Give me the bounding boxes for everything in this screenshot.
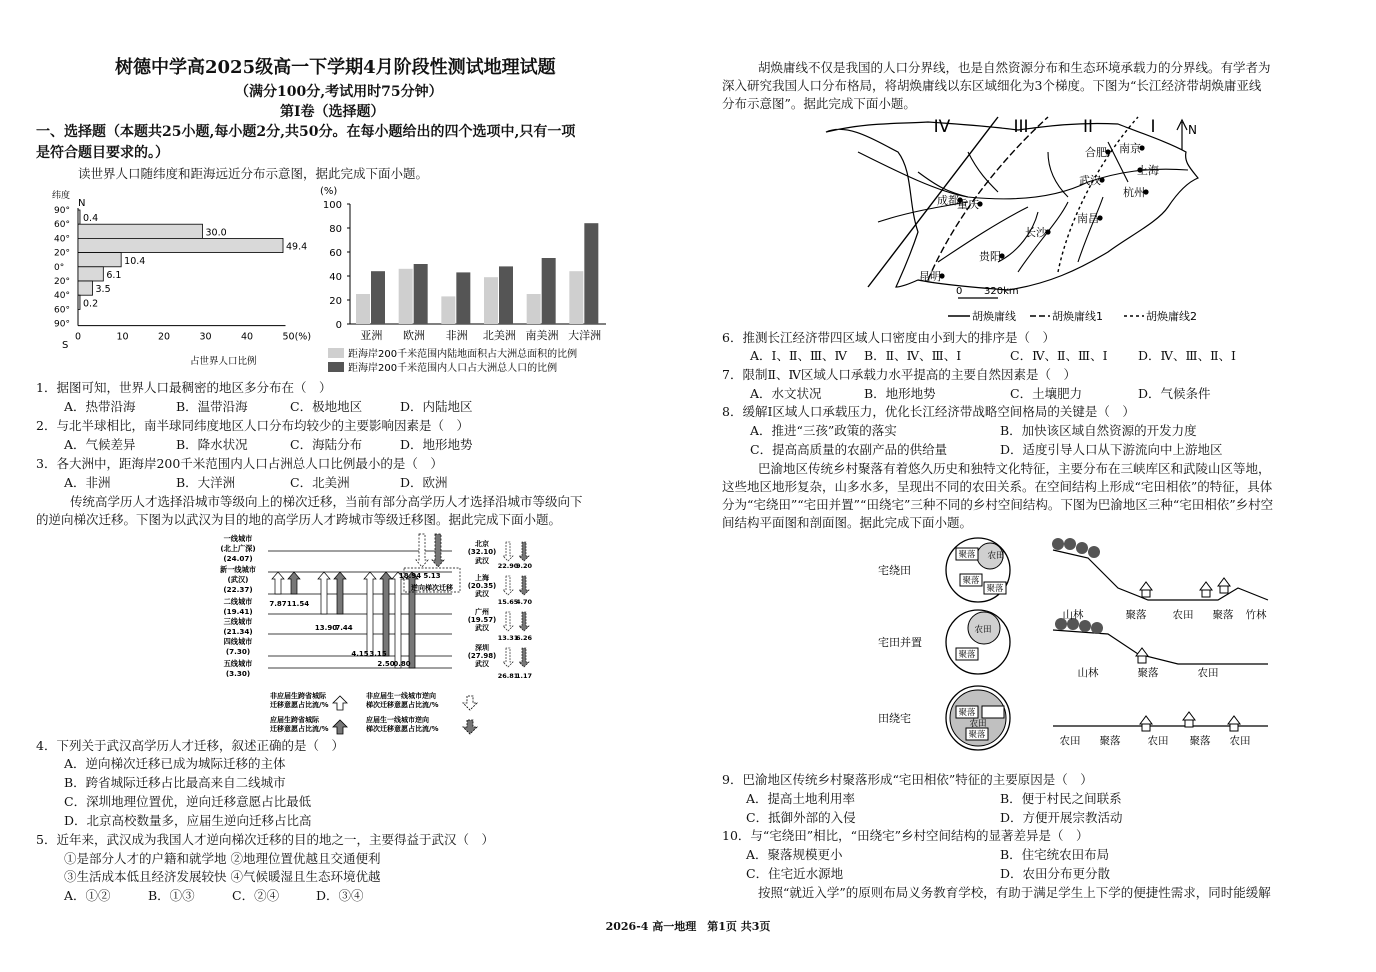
- tree-icon: [1088, 546, 1100, 558]
- migration-level-label: (24.07): [223, 554, 253, 563]
- migration-city-value: 15.65: [497, 598, 519, 606]
- q4-stem: 4．下列关于武汉高学历人才迁移，叙述正确的是（ ）: [36, 738, 344, 753]
- q3-option-a[interactable]: A．非洲: [64, 475, 111, 490]
- migration-city-label: (27.98): [467, 652, 497, 660]
- map-zone-label: II: [1082, 117, 1094, 137]
- lat-tick-label: 90°: [54, 206, 70, 216]
- migration-up-arrow: [272, 572, 284, 594]
- cont-legend-label: 距海岸200千米范围内人口占大洲总人口的比例: [348, 363, 558, 374]
- profile-label: 山林: [1062, 609, 1084, 621]
- migration-city-label: 武汉: [475, 557, 489, 565]
- cont-bar: [399, 269, 413, 324]
- migration-value: 11.54: [286, 600, 310, 608]
- intro-3c: 分布示意图”。据此完成下面小题。: [722, 96, 916, 111]
- migration-level-label: 五线城市: [223, 659, 253, 668]
- lat-bar: [78, 238, 283, 252]
- tree-icon: [1091, 622, 1103, 634]
- map-city-label: 武汉: [1079, 174, 1101, 187]
- migration-city-value: 6.26: [515, 634, 533, 642]
- q5-items-2: ③生活成本低且经济发展较快 ④气候暖湿且生态环境优越: [64, 869, 381, 884]
- q9-option-d[interactable]: D．方便开展宗教活动: [1000, 810, 1123, 825]
- migration-city-label: (32.10): [467, 548, 497, 556]
- q2-option-d[interactable]: D．地形地势: [400, 437, 473, 452]
- q7-option-c[interactable]: C．土壤肥力: [1010, 386, 1083, 401]
- house-body: [1142, 590, 1150, 597]
- village-inner-label: 农田: [974, 625, 992, 635]
- profile-label: 聚落: [1212, 609, 1234, 621]
- migration-value: 7.44: [335, 624, 353, 632]
- migration-value: 3.15: [369, 650, 387, 658]
- migration-legend-text: 迁移意愿占比流/%: [270, 701, 329, 709]
- house-icon: [1140, 716, 1152, 724]
- q4-option-d[interactable]: D．北京高校数量多，应届生逆向迁移占比高: [64, 813, 312, 828]
- q10-option-b[interactable]: B．住宅统农田布局: [1000, 847, 1110, 862]
- cont-bar: [356, 294, 370, 324]
- migration-up-arrow: [288, 572, 300, 594]
- cont-y-tick-label: 80: [329, 224, 342, 235]
- lat-tick-label: 60°: [54, 305, 70, 316]
- house-body: [1202, 590, 1210, 597]
- lat-x-label: 占世界人口比例: [190, 356, 257, 367]
- migration-city-value: 26.81: [497, 672, 519, 680]
- village-inner-label: 农田: [969, 719, 987, 729]
- house-body: [1230, 724, 1238, 731]
- migration-level-label: 三线城市: [223, 617, 253, 626]
- migration-legend-text: 应届生一线城市逆向: [366, 716, 429, 724]
- q10-option-d[interactable]: D．农田分布更分散: [1000, 866, 1111, 881]
- cont-bar: [371, 271, 385, 324]
- profile-label: 农田: [1197, 667, 1219, 679]
- lat-bar-label: 49.4: [286, 241, 308, 253]
- migration-value: 13.90: [314, 624, 338, 632]
- migration-city-label: 深圳: [475, 644, 489, 652]
- map-city-label: 南昌: [1077, 212, 1099, 225]
- migration-value: 2.50: [377, 660, 395, 668]
- map-city-label: 重庆: [957, 198, 979, 211]
- house-icon: [1183, 712, 1195, 720]
- migration-up-arrow: [318, 572, 330, 614]
- q1-stem: 1．据图可知，世界人口最稠密的地区多分布在（ ）: [36, 380, 332, 395]
- intro-4a: 巴渝地区传统乡村聚落有着悠久历史和独特文化特征，主要分布在三峡库区和武陵山区等地，: [758, 461, 1271, 476]
- q9-option-a[interactable]: A．提高土地利用率: [746, 791, 856, 806]
- q1-option-c[interactable]: C．极地地区: [290, 399, 363, 414]
- intro-2b: 的逆向梯次迁移。下图为以武汉为目的地的高学历人才跨城市等级迁移图。据此完成下面小题。: [36, 512, 562, 527]
- profile-2: [1053, 630, 1268, 664]
- map-zone-label: III: [1013, 117, 1029, 137]
- lat-x-tick: 30: [199, 331, 212, 343]
- migration-legend-text: 应届生跨省城际: [270, 716, 319, 724]
- migration-city-label: 上海: [475, 574, 489, 582]
- cont-bar: [456, 272, 470, 324]
- cont-y-tick-label: 40: [329, 272, 342, 283]
- q7-stem: 7．限制Ⅱ、Ⅳ区域人口承载力水平提高的主要自然因素是（ ）: [722, 367, 1076, 382]
- profile-label: 聚落: [1099, 735, 1121, 747]
- reverse-label: 逆向梯次迁移: [411, 584, 453, 592]
- migration-level-label: (3.30): [225, 669, 251, 678]
- migration-city-value: 9.20: [515, 562, 533, 570]
- lat-x-tick: 10: [116, 331, 129, 343]
- q1-option-a[interactable]: A．热带沿海: [64, 399, 136, 414]
- profile-label: 聚落: [1189, 735, 1211, 747]
- q3-option-b[interactable]: B．大洋洲: [176, 475, 236, 490]
- q8-option-c[interactable]: C．提高高质量的农副产品的供给量: [750, 442, 948, 457]
- lat-tick-label: 20°: [54, 248, 70, 259]
- migration-city-label: (19.57): [467, 616, 497, 624]
- q8-option-a[interactable]: A．推进“三孩”政策的落实: [750, 423, 897, 438]
- scale-zero: 0: [956, 286, 963, 297]
- q2-stem: 2．与北半球相比，南半球同纬度地区人口分布均较少的主要影响因素是（ ）: [36, 418, 469, 433]
- q5-option-a[interactable]: A．①②: [64, 888, 111, 903]
- q5-stem: 5．近年来，武汉成为我国人才逆向梯次迁移的目的地之一，主要得益于武汉（ ）: [36, 832, 494, 847]
- map-city-label: 昆明: [919, 270, 941, 283]
- cont-bar: [414, 264, 428, 324]
- q10-option-a[interactable]: A．聚落规模更小: [746, 847, 843, 862]
- migration-level-label: (北上广深): [220, 544, 256, 553]
- migration-value: 5.13: [423, 572, 441, 580]
- lat-bar-label: 3.5: [95, 284, 111, 296]
- map-legend: 胡焕庸线: [972, 310, 1016, 323]
- migration-value: 7.87: [269, 600, 287, 608]
- lat-tick-label: 0°: [54, 262, 65, 273]
- section-heading: 一、选择题（本题共25小题,每小题2分,共50分。在每小题给出的四个选项中,只有一项: [36, 124, 576, 140]
- q3-option-d[interactable]: D．欧洲: [400, 475, 448, 490]
- migration-city-label: 武汉: [475, 590, 489, 598]
- q5-option-c[interactable]: C．②④: [232, 888, 280, 903]
- settlement-box: [982, 706, 1004, 718]
- scale-label: 320km: [984, 286, 1019, 297]
- profile-label: 农田: [1147, 735, 1169, 747]
- lat-x-tick: 0: [75, 331, 82, 343]
- migration-up-arrow: [392, 572, 404, 668]
- intro-1: 读世界人口随纬度和距海远近分布示意图，据此完成下面小题。: [78, 166, 429, 181]
- cont-category-label: 欧洲: [403, 329, 425, 342]
- lat-tick-label: 20°: [54, 277, 70, 287]
- migration-city-label: 北京: [475, 540, 489, 548]
- village-inner-label: 聚落: [958, 550, 976, 560]
- legend-arrow: [333, 720, 347, 734]
- village-inner-label: 农田: [987, 551, 1005, 561]
- profile-label: 农田: [1172, 609, 1194, 621]
- lat-bar: [78, 295, 80, 309]
- intro-4c: 分为“宅绕田”“宅田并置”“田绕宅”三种不同的乡村空间结构。下图为巴渝地区三种“宅田相依”乡村空: [722, 497, 1274, 512]
- cont-category-label: 南美洲: [525, 329, 559, 342]
- q4-option-b[interactable]: B．跨省城际迁移占比最高来自二线城市: [64, 775, 286, 790]
- cont-bar: [542, 258, 556, 324]
- house-body: [1142, 724, 1150, 731]
- city-down-arrow: [503, 542, 513, 561]
- q3-stem: 3．各大洲中，距海岸200千米范围内人口占洲总人口比例最小的是（ ）: [36, 456, 443, 471]
- q2-option-b[interactable]: B．降水状况: [176, 437, 248, 452]
- talent-migration-diagram: [190, 530, 533, 738]
- q6-option-b[interactable]: B．Ⅱ、Ⅳ、Ⅲ、Ⅰ: [864, 348, 962, 363]
- migration-value: 4.15: [351, 650, 369, 658]
- migration-legend-text: 非应届生一线城市逆向: [366, 692, 436, 700]
- section-heading-cont: 是符合题目要求的。）: [36, 145, 169, 161]
- village-type-label: 宅绕田: [878, 564, 911, 577]
- q1-option-b[interactable]: B．温带沿海: [176, 399, 248, 414]
- page-footer: 2026-4 高一地理 第1页 共3页: [605, 920, 771, 933]
- lat-s-label: S: [62, 340, 69, 351]
- tree-icon: [1079, 620, 1091, 632]
- village-inner-label: 聚落: [958, 650, 976, 660]
- q9-option-c[interactable]: C．抵御外部的入侵: [746, 810, 856, 825]
- legend-arrow: [463, 696, 477, 710]
- q8-stem: 8．缓解Ⅰ区域人口承载压力，优化长江经济带战略空间格局的关键是（ ）: [722, 404, 1135, 419]
- lat-x-tick: 20: [158, 331, 171, 343]
- migration-level-label: (21.34): [223, 627, 253, 636]
- cont-bar: [527, 294, 541, 324]
- tree-icon: [1076, 542, 1088, 554]
- village-structure-diagram: [878, 530, 1298, 766]
- cont-bar: [484, 277, 498, 324]
- q5-option-b[interactable]: B．①③: [148, 888, 195, 903]
- migration-legend-text: 迁移意愿占比流/%: [270, 725, 329, 733]
- q5-option-d[interactable]: D．③④: [316, 888, 364, 903]
- q6-stem: 6．推测长江经济带四区域人口密度由小到大的排序是（ ）: [722, 330, 1055, 345]
- profile-label: 聚落: [1125, 609, 1147, 621]
- cont-category-label: 大洋洲: [568, 329, 602, 342]
- profile-label: 农田: [1229, 735, 1251, 747]
- lat-tick-label: 90°: [54, 319, 70, 330]
- migration-city-label: 武汉: [475, 624, 489, 632]
- house-icon: [1218, 578, 1230, 586]
- migration-level-label: 一线城市: [223, 534, 253, 543]
- legend-arrow: [333, 696, 347, 710]
- q4-option-c[interactable]: C．深圳地理位置优，逆向迁移意愿占比最低: [64, 794, 312, 809]
- city-down-arrow: [503, 648, 513, 667]
- house-body: [1138, 656, 1146, 663]
- profile-label: 聚落: [1137, 667, 1159, 679]
- map-zone-label: IV: [933, 117, 951, 137]
- lat-bar: [78, 224, 203, 238]
- profile-label: 竹林: [1245, 609, 1267, 621]
- migration-up-arrow: [334, 572, 346, 614]
- map-legend: 胡焕庸线1: [1052, 310, 1103, 323]
- map-city-label: 合肥: [1085, 146, 1107, 159]
- migration-level-label: (7.30): [225, 647, 251, 656]
- continent-coastal-chart: [310, 180, 650, 374]
- cont-y-tick-label: 0: [335, 320, 342, 331]
- river: [1078, 197, 1103, 262]
- lat-bar-label: 0.4: [83, 213, 99, 225]
- lat-bar: [78, 253, 121, 267]
- cont-ylabel: (%): [320, 186, 338, 197]
- lat-bar: [78, 281, 93, 295]
- intro-5: 按照“就近入学”的原则布局义务教育学校，有助于满足学生上下学的便捷性需求，同时能缓解: [758, 885, 1271, 900]
- cont-y-tick-label: 20: [329, 296, 342, 307]
- volume-title: 第Ⅰ卷（选择题）: [280, 104, 385, 120]
- migration-level-label: (22.37): [223, 585, 253, 594]
- cont-bar: [441, 296, 455, 324]
- q9-option-b[interactable]: B．便于村民之间联系: [1000, 791, 1122, 806]
- village-type-label: 宅田并置: [878, 636, 922, 649]
- lat-bar-label: 30.0: [205, 227, 227, 239]
- village-inner-label: 聚落: [962, 576, 980, 586]
- map-legend: 胡焕庸线2: [1146, 310, 1197, 323]
- map-city-label: 贵阳: [979, 250, 1001, 263]
- lat-x-tick: 40: [241, 331, 254, 343]
- house-icon: [1228, 716, 1240, 724]
- cont-category-label: 非洲: [445, 329, 468, 342]
- migration-legend-text: 梯次迁移意愿占比流/%: [366, 701, 439, 709]
- q2-option-a[interactable]: A．气候差异: [64, 437, 136, 452]
- map-city-label: 上海: [1137, 164, 1159, 177]
- yangtze-hu-line-map: [818, 112, 1258, 328]
- lat-bar: [78, 210, 80, 224]
- map-city-label: 南京: [1119, 142, 1141, 155]
- house-body: [1220, 586, 1228, 593]
- cont-legend-swatch: [328, 362, 344, 372]
- lat-bar: [78, 267, 103, 281]
- migration-city-label: (20.35): [467, 582, 497, 590]
- house-icon: [1140, 582, 1152, 590]
- cont-y-tick-label: 100: [322, 200, 342, 211]
- village-inner-label: 聚落: [986, 584, 1004, 594]
- migration-city-value: 1.17: [515, 672, 533, 680]
- intro-4b: 这些地区地形复杂，山多水多，呈现出不同的农田关系。在空间结构上形成“宅田相依”的特征，具体: [722, 479, 1273, 494]
- village-inner-label: 聚落: [968, 730, 986, 740]
- lat-tick-label: 40°: [54, 291, 70, 302]
- village-inner-label: 聚落: [958, 708, 976, 718]
- migration-level-label: 四线城市: [223, 637, 253, 646]
- q1-option-d[interactable]: D．内陆地区: [400, 399, 473, 414]
- q5-items-1: ①是部分人才的户籍和就学地 ②地理位置优越且交通便利: [64, 851, 381, 866]
- lat-tick-label: 60°: [54, 220, 70, 231]
- q8-option-d[interactable]: D．适度引导人口从下游流向中上游地区: [1000, 442, 1223, 457]
- north-label: N: [1188, 123, 1197, 137]
- latitude-population-chart: [30, 186, 320, 366]
- city-down-arrow: [519, 612, 529, 631]
- village-type-label: 田绕宅: [878, 712, 911, 725]
- migration-down-arrow: [416, 534, 428, 567]
- migration-legend-text: 梯次迁移意愿占比流/%: [366, 725, 439, 733]
- city-down-arrow: [519, 576, 529, 595]
- tree-icon: [1052, 538, 1064, 550]
- profile-label: 农田: [1059, 735, 1081, 747]
- migration-legend-text: 非应届生跨省城际: [270, 692, 326, 700]
- house-body: [1185, 720, 1193, 727]
- profile-label: 山林: [1077, 667, 1099, 679]
- house-icon: [1136, 648, 1148, 656]
- q8-option-b[interactable]: B．加快该区域自然资源的开发力度: [1000, 423, 1197, 438]
- profile-1: [1053, 550, 1268, 600]
- migration-value: 0.80: [393, 660, 411, 668]
- q7-option-a[interactable]: A．水文状况: [750, 386, 822, 401]
- migration-level-label: (19.41): [223, 607, 253, 616]
- lat-bar-label: 10.4: [124, 255, 146, 267]
- lat-n-label: N: [78, 198, 86, 209]
- migration-level-label: (武汉): [227, 575, 249, 584]
- cont-bar: [499, 266, 513, 324]
- migration-city-value: 4.70: [515, 598, 533, 606]
- q7-option-b[interactable]: B．地形地势: [864, 386, 936, 401]
- city-down-arrow: [503, 576, 513, 595]
- q3-option-c[interactable]: C．北美洲: [290, 475, 350, 490]
- exam-subtitle: （满分100分,考试用时75分钟）: [235, 84, 443, 100]
- lat-tick-label: 40°: [54, 234, 70, 245]
- map-city-label: 杭州: [1123, 186, 1145, 199]
- q9-stem: 9．巴渝地区传统乡村聚落形成“宅田相依”特征的主要原因是（ ）: [722, 772, 1093, 787]
- q7-option-d[interactable]: D．气候条件: [1138, 386, 1211, 401]
- lat-bar-label: 0.2: [83, 298, 99, 310]
- intro-3b: 深入研究我国人口分布格局，将胡焕庸线以东区域细化为3个梯度。下图为“长江经济带胡焕庸亚线: [722, 78, 1262, 93]
- legend-arrow: [463, 720, 477, 734]
- migration-city-value: 13.31: [497, 634, 519, 642]
- intro-4d: 间结构平面图和剖面图。据此完成下面小题。: [722, 515, 973, 530]
- migration-down-arrow: [432, 534, 444, 567]
- intro-2a: 传统高学历人才选择沿城市等级向上的梯次迁移，当前有部分高学历人才选择沿城市等级向下: [70, 494, 583, 509]
- city-down-arrow: [503, 612, 513, 631]
- cont-legend-swatch: [328, 348, 344, 358]
- lat-bar-label: 6.1: [106, 270, 122, 281]
- exam-title: 树德中学高2025级高一下学期4月阶段性测试地理试题: [115, 57, 556, 78]
- cont-bar: [584, 223, 598, 324]
- q6-option-d[interactable]: D．Ⅳ、Ⅲ、Ⅱ、Ⅰ: [1138, 348, 1236, 363]
- river: [968, 152, 998, 192]
- cont-bar: [569, 271, 583, 324]
- q6-option-a[interactable]: A．Ⅰ、Ⅱ、Ⅲ、Ⅳ: [750, 348, 848, 363]
- migration-city-value: 22.90: [497, 562, 519, 570]
- cont-y-tick-label: 60: [329, 248, 342, 259]
- intro-3a: 胡焕庸线不仅是我国的人口分界线，也是自然资源分布和生态环境承载力的分界线。有学者为: [758, 60, 1271, 75]
- lat-axis-title: 纬度: [52, 191, 71, 201]
- q2-option-c[interactable]: C．海陆分布: [290, 437, 363, 452]
- q10-stem: 10．与“宅绕田”相比，“田绕宅”乡村空间结构的显著差异是（ ）: [722, 828, 1089, 843]
- migration-city-label: 武汉: [475, 660, 489, 668]
- cont-category-label: 北美洲: [482, 329, 516, 342]
- tree-icon: [1064, 538, 1076, 550]
- lat-x-tick: 50(%): [282, 331, 312, 343]
- house-icon: [1200, 582, 1212, 590]
- map-city-label: 成都: [937, 194, 959, 207]
- map-city-label: 长沙: [1025, 226, 1047, 239]
- cont-legend-label: 距海岸200千米范围内陆地面积占大洲总面积的比例: [348, 349, 578, 360]
- migration-city-label: 广州: [475, 608, 489, 616]
- cont-category-label: 亚洲: [360, 329, 383, 342]
- q10-option-c[interactable]: C．住宅近水源地: [746, 866, 844, 881]
- migration-level-label: 新一线城市: [220, 565, 256, 574]
- migration-level-label: 二线城市: [223, 597, 253, 606]
- river: [1048, 152, 1068, 197]
- map-zone-label: I: [1150, 117, 1156, 137]
- migration-value: 18.94: [398, 572, 422, 580]
- city-down-arrow: [519, 648, 529, 667]
- q6-option-c[interactable]: C．Ⅳ、Ⅱ、Ⅲ、Ⅰ: [1010, 348, 1108, 363]
- q4-option-a[interactable]: A．逆向梯次迁移已成为城际迁移的主体: [64, 756, 286, 771]
- city-down-arrow: [519, 542, 529, 561]
